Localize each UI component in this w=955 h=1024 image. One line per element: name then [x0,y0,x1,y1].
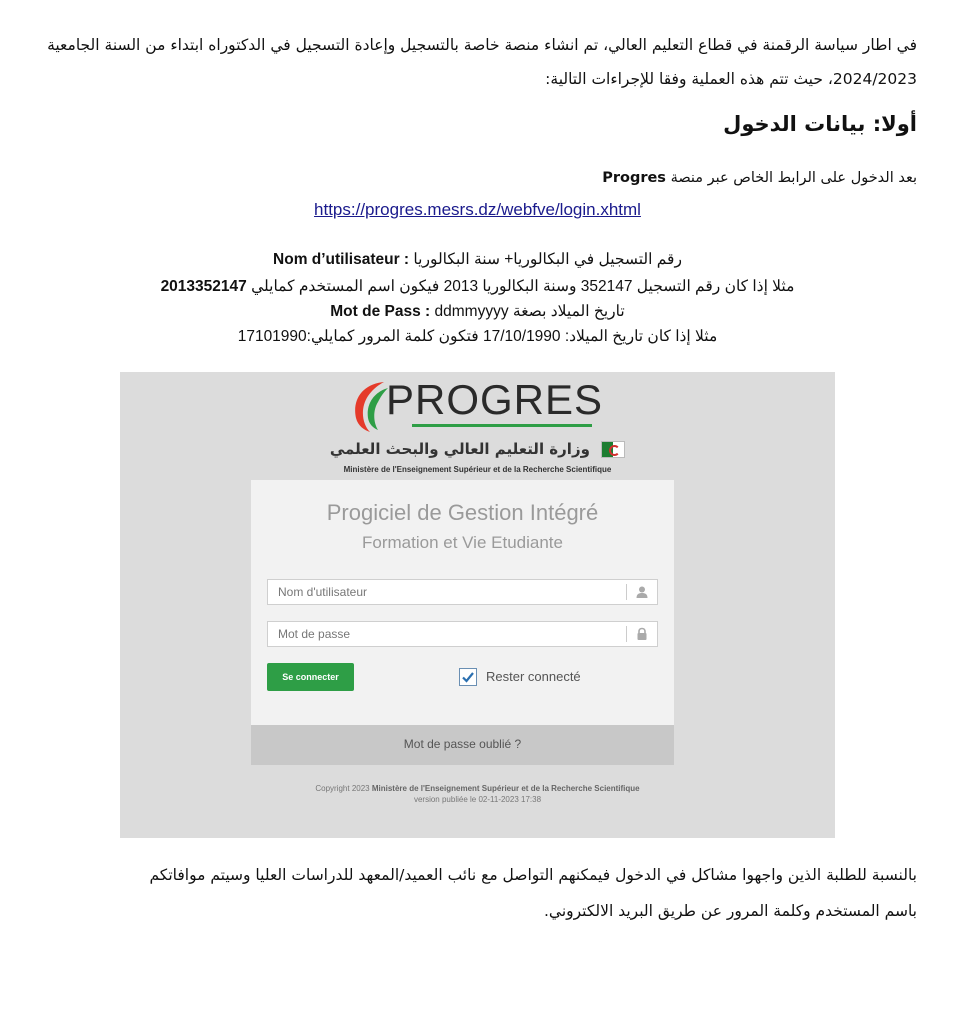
screenshot-footer [270,783,685,805]
login-card [251,480,674,765]
ministry-french: Ministère de l'Enseignement Supérieur et de la Recherche Scientifique [343,465,612,474]
intro-paragraph [37,28,917,96]
password-label: Mot de Pass : [330,303,431,320]
footer-copyright: Copyright 2023 [315,784,370,793]
logo-underline [412,424,592,427]
platform-name: Progres [602,170,666,186]
intro-line-1: في اطار سياسة الرقمنة في قطاع التعليم العالي، تم انشاء منصة خاصة بالتسجيل وإعادة التسجيل في الدكتوراه ابتداء من السنة الجامعية [47,36,917,54]
card-title: Progiciel de Gestion Intégré [326,500,599,525]
password-description: تاريخ الميلاد بصغة [512,303,625,320]
logo-text: PROGRES [386,376,604,423]
username-example-value: 2013352147 [160,278,247,295]
username-example-text: مثلا إذا كان رقم التسجيل 352147 وسنة البكالوريا 2013 فيكون اسم المستخدم كمايلي [251,278,795,295]
user-icon [635,585,649,599]
username-label: Nom d’utilisateur : [273,251,410,268]
remember-checkbox[interactable] [459,668,477,686]
password-example [0,327,955,346]
algeria-flag-icon [601,441,625,458]
outro-line-1: بالنسبة للطلبة الذين واجهوا مشاكل في الدخول فيمكنهم التواصل مع نائب العميد/المعهد للدراسات العليا وسيتم موافاتكم [149,866,917,884]
card-subtitle: Formation et Vie Etudiante [362,533,563,552]
footer-version: version publiée le 02-11-2023 17:38 [413,795,542,804]
ministry-arabic [120,440,835,458]
progres-logo [348,376,608,436]
password-rule [0,302,955,321]
connect-button[interactable]: Se connecter [267,663,354,691]
footer-ministry: Ministère de l'Enseignement Supérieur et de la Recherche Scientifique [371,784,640,793]
outro-paragraph [37,857,917,929]
outro-line-2: باسم المستخدم وكلمة المرور عن طريق البريد الالكتروني. [543,902,917,920]
access-text: بعد الدخول على الرابط الخاص عبر منصة [670,170,917,186]
username-example [0,277,955,296]
username-field [267,579,658,605]
login-url-link[interactable]: https://progres.mesrs.dz/webfve/login.xhtml [314,200,641,219]
remember-label: Rester connecté [486,669,581,684]
progres-login-screenshot [120,372,835,838]
password-example-text: مثلا إذا كان تاريخ الميلاد: 17/10/1990 فتكون كلمة المرور كمايلي: [306,328,718,345]
password-format: ddmmyyyy [434,303,509,320]
access-instruction [602,170,917,186]
password-example-value: 17101990 [237,328,307,345]
field-separator [626,626,627,642]
password-field [267,621,658,647]
field-separator [626,584,627,600]
password-input[interactable] [268,622,623,646]
username-description: رقم التسجيل في البكالوريا+ سنة البكالوريا [413,251,682,268]
lock-icon [635,627,649,641]
forgot-password-bar [251,725,674,765]
check-icon [460,669,476,685]
username-rule [0,250,955,269]
intro-line-2: 2024/2023، حيث تتم هذه العملية وفقا للإجراءات التالية: [545,70,917,88]
username-input[interactable] [268,580,623,604]
forgot-password-link[interactable]: Mot de passe oublié ? [403,737,522,751]
ministry-arabic-text: وزارة التعليم العالي والبحث العلمي [329,440,590,458]
section-heading: أولا: بيانات الدخول [723,112,917,136]
